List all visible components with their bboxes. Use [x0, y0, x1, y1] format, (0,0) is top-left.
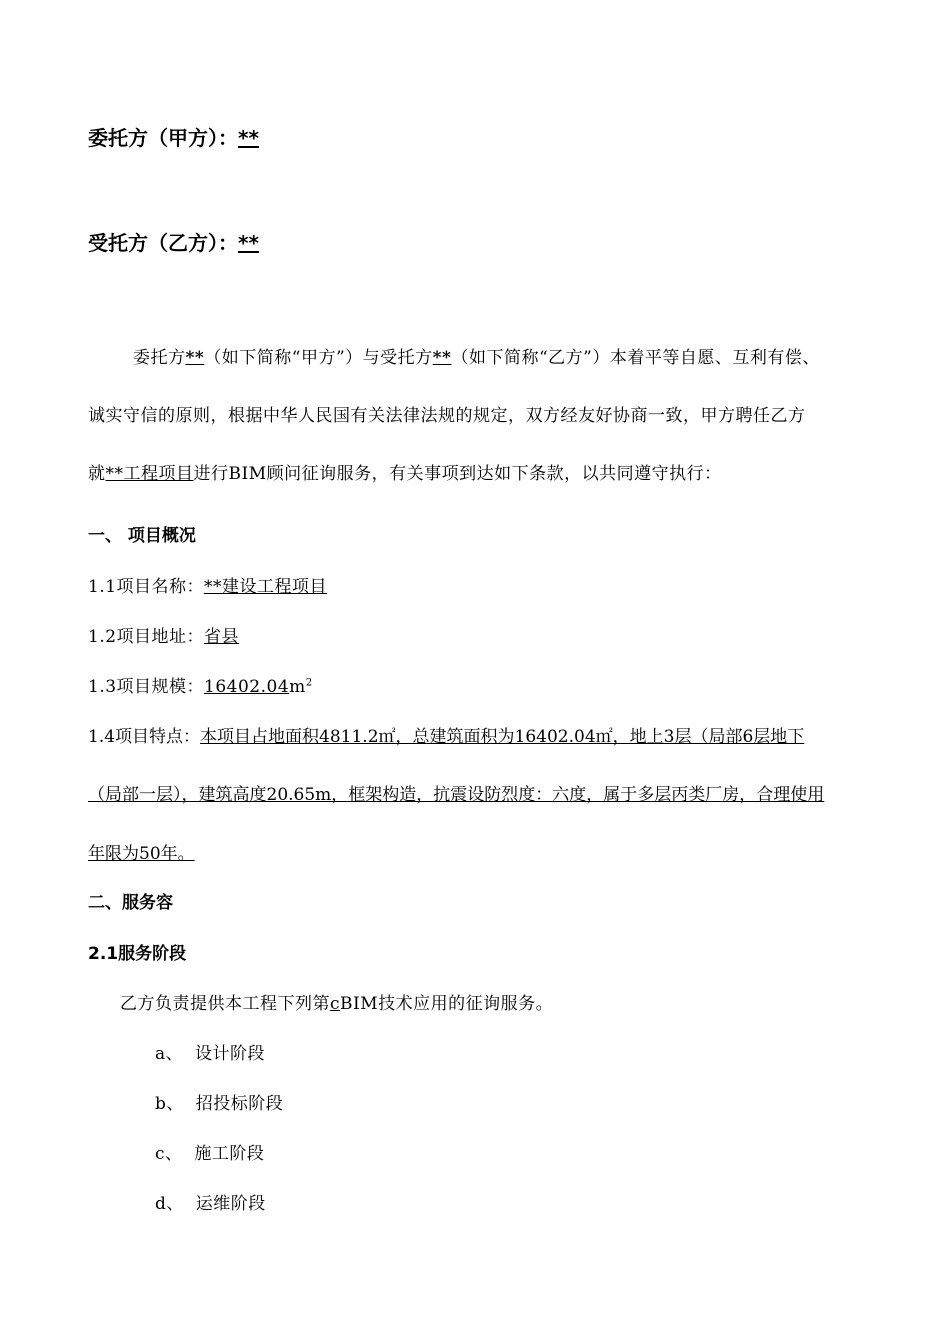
stage-label: 施工阶段 [194, 1144, 265, 1164]
contractor-label: 受托方（乙方）： [88, 231, 238, 255]
list-marker: c、 [155, 1144, 183, 1164]
list-item [155, 1192, 266, 1216]
service-description [120, 992, 553, 1016]
desc-text: BIM技术应用的征询服务。 [340, 994, 554, 1014]
section-1-heading: 一、 项目概况 [88, 526, 196, 546]
project-name-value: **建设工程项目 [204, 577, 328, 597]
desc-text: 乙方负责提供本工程下列第 [120, 994, 330, 1014]
intro-line-2: 诚实守信的原则，根据中华人民国有关法律法规的规定，双方经友好协商一致，甲方聘任乙方 [88, 406, 806, 426]
list-item [155, 1092, 283, 1116]
client-placeholder: ** [185, 348, 205, 368]
project-features-line-1 [88, 725, 804, 749]
project-features-value: 本项目占地面积4811.2㎡，总建筑面积为16402.04㎡，地上3层（局部6层地下 [200, 727, 805, 747]
list-marker: d、 [155, 1194, 184, 1214]
project-placeholder: **工程项目 [105, 464, 194, 484]
list-marker: a、 [155, 1044, 184, 1064]
intro-text: 就 [88, 464, 106, 484]
scale-superscript: 2 [305, 677, 313, 689]
intro-line-3 [88, 462, 722, 486]
field-label: 1.4项目特点： [88, 727, 201, 747]
intro-text: （如下简称“乙方”）本着平等自愿、互利有偿、 [451, 348, 820, 368]
client-name: ** [238, 126, 259, 150]
intro-line-1 [133, 346, 820, 370]
contractor-name: ** [238, 231, 259, 255]
list-item [155, 1042, 265, 1066]
field-label: 1.1项目名称： [88, 577, 205, 597]
project-features-line-3: 年限为50年。 [88, 844, 195, 864]
project-scale-line [88, 675, 313, 699]
project-scale-value: 16402.04 [204, 677, 290, 697]
project-features-line-2: （局部一层），建筑高度20.65m，框架构造，抗震设防烈度：六度，属于多层丙类厂房，合理使用 [88, 785, 825, 805]
intro-text: 进行BIM顾问征询服务，有关事项到达如下条款，以共同遵守执行： [193, 464, 722, 484]
list-marker: b、 [155, 1094, 184, 1114]
field-label: 1.3项目规模： [88, 677, 205, 697]
contractor-placeholder: ** [432, 348, 452, 368]
project-name-line [88, 575, 327, 599]
project-address-line [88, 625, 239, 649]
client-label: 委托方（甲方）： [88, 126, 238, 150]
intro-text: 委托方 [133, 348, 186, 368]
section-2-1-heading: 2.1服务阶段 [88, 944, 187, 964]
project-address-value: 省县 [204, 627, 240, 647]
scale-unit: m [289, 677, 306, 697]
stage-label: 招投标阶段 [195, 1094, 284, 1114]
list-item [155, 1142, 264, 1166]
stage-label: 运维阶段 [195, 1194, 266, 1214]
client-line [88, 126, 259, 150]
field-label: 1.2项目地址： [88, 627, 205, 647]
section-2-heading: 二、服务容 [88, 893, 173, 913]
intro-text: （如下简称“甲方”）与受托方 [204, 348, 433, 368]
contractor-line [88, 231, 259, 255]
stage-label: 设计阶段 [194, 1044, 265, 1064]
stage-choice: c [330, 994, 341, 1014]
